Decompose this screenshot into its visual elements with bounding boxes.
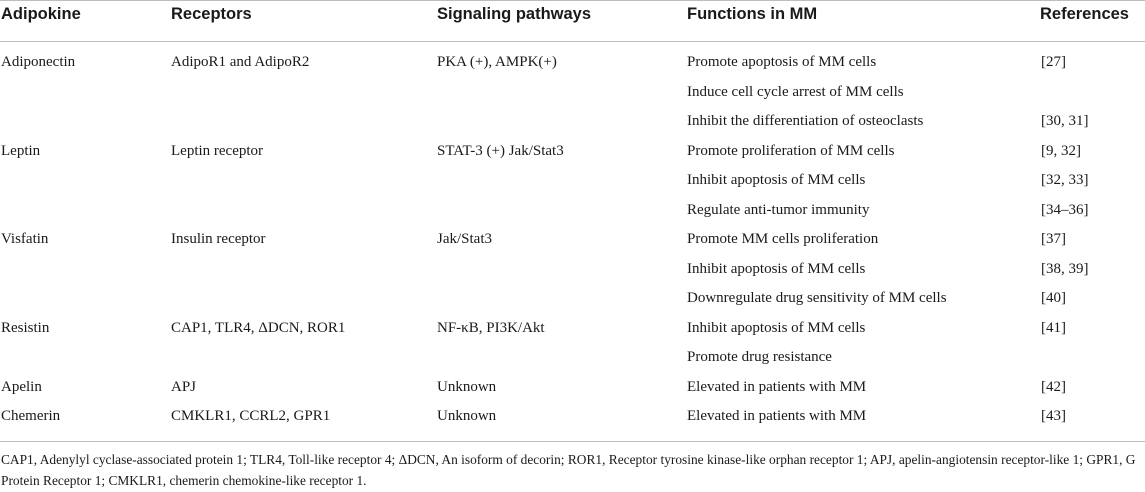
table-row — [0, 107, 1145, 137]
function-cell: Elevated in patients with MM — [687, 378, 867, 395]
adipokine-cell: Leptin — [1, 142, 41, 159]
adipokine-cell: Visfatin — [1, 231, 49, 247]
adipokine-cell: Resistin — [1, 319, 50, 336]
table-header — [0, 0, 1145, 42]
function-cell: Promote drug resistance — [687, 349, 832, 365]
function-cell: Inhibit apoptosis of MM cells — [687, 319, 866, 336]
pathways-cell: NF-κB, PI3K/Akt — [437, 319, 545, 336]
reference-cell: [43] — [1041, 408, 1066, 424]
pathways-cell: STAT-3 (+) Jak/Stat3 — [437, 142, 564, 159]
table-row — [0, 402, 1145, 432]
function-cell: Regulate anti-tumor immunity — [687, 201, 870, 218]
table-row — [0, 343, 1145, 373]
reference-cell: [30, 31] — [1041, 113, 1089, 129]
reference-cell: [34–36] — [1041, 201, 1089, 218]
function-cell: Inhibit apoptosis of MM cells — [687, 172, 866, 188]
table-footnote: CAP1, Adenylyl cyclase-associated protein 1; TLR4, Toll-like receptor 4; ΔDCN, An isoform of decorin; ROR1, Receptor tyrosine kinase-like orphan receptor 1; APJ, apelin-angiotensin receptor-like 1; GPR1, G Protein Receptor 1; CMKLR1, chemerin chemokine-like receptor 1. — [1, 452, 1136, 488]
receptors-cell: CAP1, TLR4, ΔDCN, ROR1 — [171, 319, 346, 336]
table-row — [0, 255, 1145, 285]
function-cell: Inhibit apoptosis of MM cells — [687, 260, 866, 277]
pathways-cell: Unknown — [437, 378, 497, 395]
receptors-cell: AdipoR1 and AdipoR2 — [171, 54, 310, 70]
adipokine-cell: Chemerin — [1, 408, 61, 424]
reference-cell: [37] — [1041, 231, 1066, 247]
header-references: References — [1040, 5, 1129, 23]
function-cell: Inhibit the differentiation of osteoclasts — [687, 113, 924, 129]
reference-cell: [40] — [1041, 290, 1066, 306]
reference-cell: [9, 32] — [1041, 142, 1081, 159]
table-bottom-rule — [0, 441, 1145, 442]
receptors-cell: APJ — [171, 378, 197, 395]
table-row — [0, 225, 1145, 255]
pathways-cell: PKA (+), AMPK(+) — [437, 54, 557, 70]
function-cell: Promote apoptosis of MM cells — [687, 54, 877, 70]
function-cell: Elevated in patients with MM — [687, 408, 867, 424]
function-cell: Promote proliferation of MM cells — [687, 142, 895, 159]
table-row — [0, 137, 1145, 167]
reference-cell: [38, 39] — [1041, 260, 1089, 277]
header-adipokine: Adipokine — [1, 5, 81, 23]
header-receptors: Receptors — [171, 5, 252, 23]
function-cell: Promote MM cells proliferation — [687, 231, 879, 247]
table-row — [0, 78, 1145, 108]
adipokine-cell: Adiponectin — [1, 54, 76, 70]
receptors-cell: Leptin receptor — [171, 142, 264, 159]
function-cell: Induce cell cycle arrest of MM cells — [687, 83, 904, 100]
table-row — [0, 284, 1145, 314]
receptors-cell: CMKLR1, CCRL2, GPR1 — [171, 408, 331, 424]
table-row — [0, 314, 1145, 344]
receptors-cell: Insulin receptor — [171, 231, 266, 247]
reference-cell: [41] — [1041, 319, 1066, 336]
adipokine-cell: Apelin — [1, 378, 42, 395]
table-row — [0, 48, 1145, 78]
table-row — [0, 196, 1145, 226]
pathways-cell: Jak/Stat3 — [437, 231, 492, 247]
reference-cell: [42] — [1041, 378, 1066, 395]
pathways-cell: Unknown — [437, 408, 497, 424]
header-functions: Functions in MM — [687, 5, 818, 23]
table-row — [0, 166, 1145, 196]
reference-cell: [27] — [1041, 54, 1066, 70]
reference-cell: [32, 33] — [1041, 172, 1089, 188]
table-row — [0, 373, 1145, 403]
header-signaling-pathways: Signaling pathways — [437, 5, 592, 23]
function-cell: Downregulate drug sensitivity of MM cells — [687, 290, 947, 306]
